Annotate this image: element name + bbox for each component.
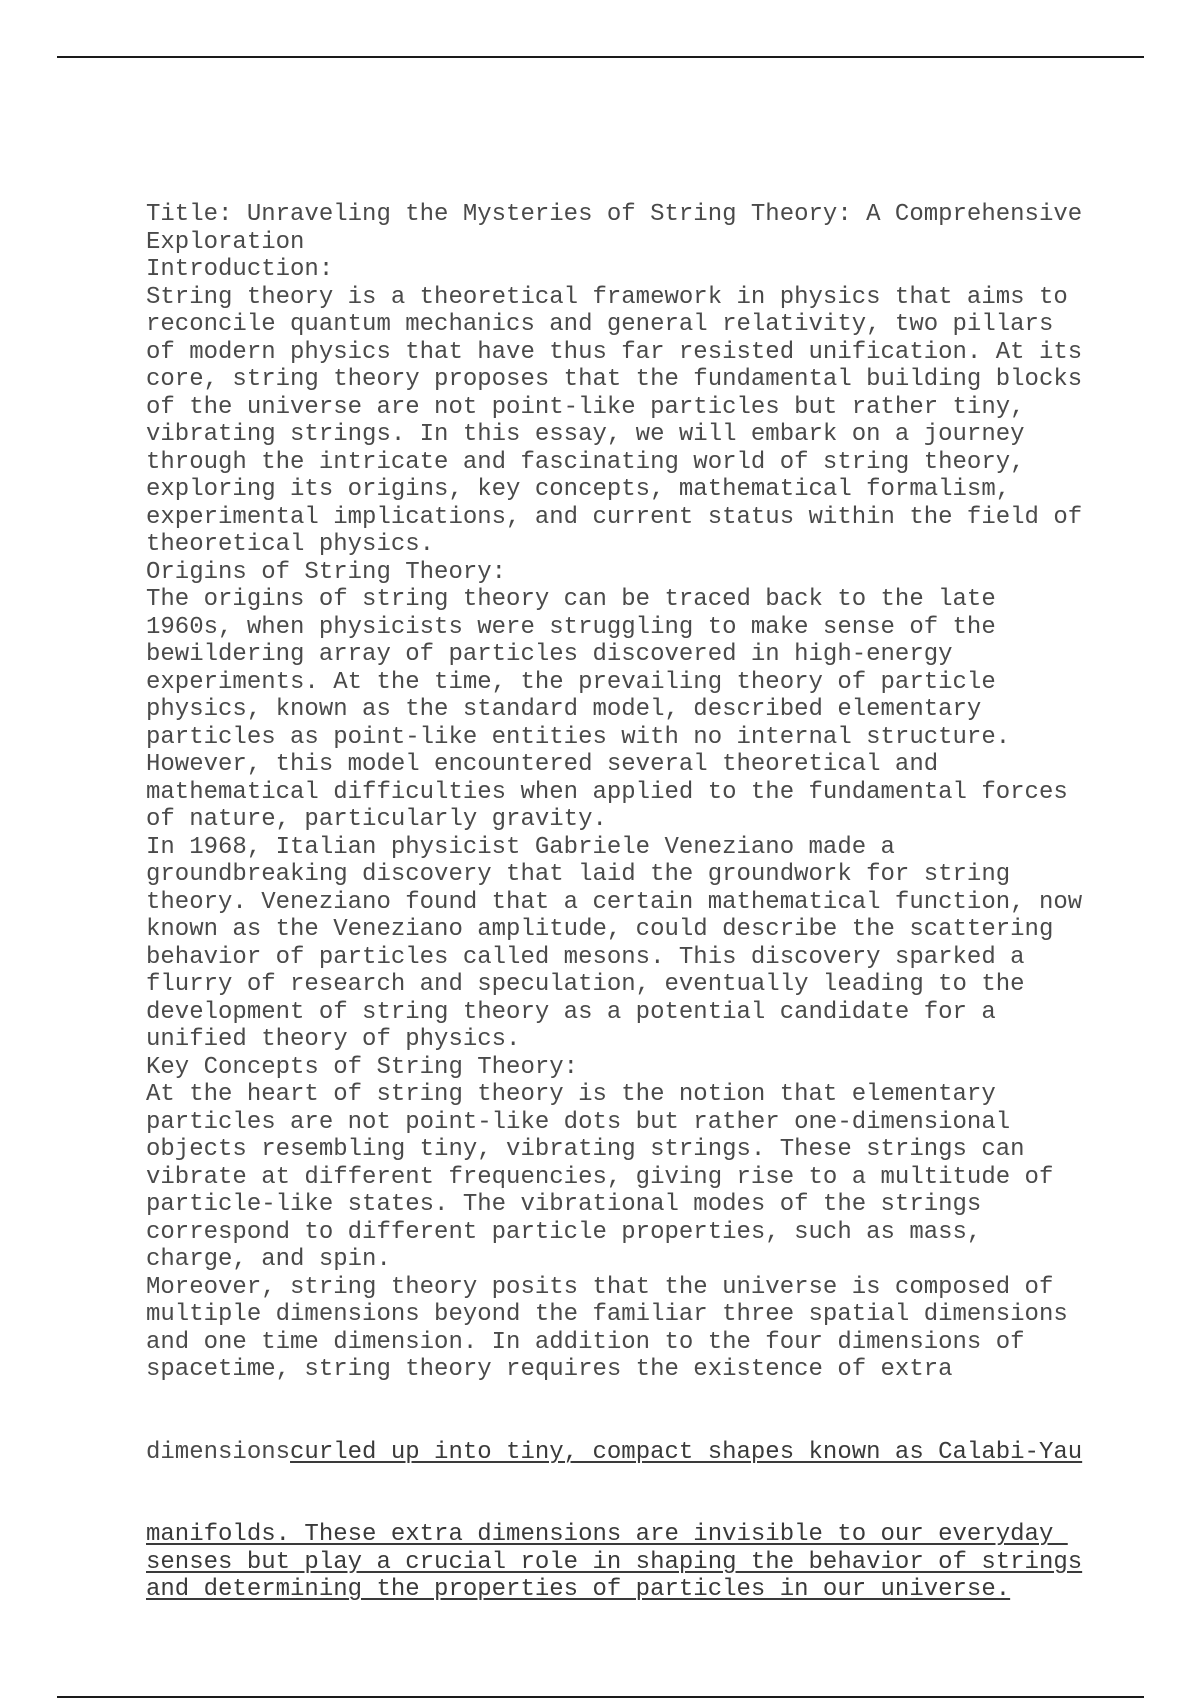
text-line: through the intricate and fascinating world of string theory, xyxy=(146,448,1025,476)
text-line: 1960s, when physicists were struggling to make sense of the xyxy=(146,613,996,641)
header-rule xyxy=(57,56,1144,58)
text-line: reconcile quantum mechanics and general relativity, two pillars xyxy=(146,311,1054,338)
text-line: mathematical difficulties when applied to the fundamental forces xyxy=(146,778,1068,806)
text-line: vibrate at different frequencies, giving rise to a multitude of xyxy=(146,1163,1054,1191)
text-line: exploring its origins, key concepts, mathematical formalism, xyxy=(146,476,1011,503)
footer-rule xyxy=(57,1696,1144,1698)
text-line: However, this model encountered several theoretical and xyxy=(146,751,939,778)
underlined-text: and determining the properties of particles in our universe. xyxy=(146,1576,1011,1603)
text-line: known as the Veneziano amplitude, could describe the scattering xyxy=(146,916,1054,943)
text-line: core, string theory proposes that the fundamental building blocks xyxy=(146,366,1083,393)
text-line: behavior of particles called mesons. This discovery sparked a xyxy=(146,943,1025,971)
underlined-text: manifolds. These extra dimensions are invisible to our everyday xyxy=(146,1521,1068,1548)
text-line: Moreover, string theory posits that the universe is composed of xyxy=(146,1273,1054,1301)
text-line: In 1968, Italian physicist Gabriele Veneziano made a xyxy=(146,833,895,861)
text-line: particle-like states. The vibrational modes of the strings xyxy=(146,1191,982,1218)
underlined-text-line xyxy=(146,1549,1186,1577)
document-body xyxy=(146,146,1186,1631)
text-line: multiple dimensions beyond the familiar three spatial dimensions xyxy=(146,1301,1068,1328)
underlined-text-block xyxy=(146,1521,1186,1604)
text-line: of nature, particularly gravity. xyxy=(146,806,607,833)
text-line: Exploration xyxy=(146,228,305,256)
text-line: spacetime, string theory requires the existence of extra xyxy=(146,1356,953,1383)
text-line: experimental implications, and current status within the field of xyxy=(146,503,1083,531)
text-line: Origins of String Theory: xyxy=(146,558,507,586)
text-line: String theory is a theoretical framework in physics that aims to xyxy=(146,283,1068,311)
text-line: Introduction: xyxy=(146,256,334,283)
text-line: unified theory of physics. xyxy=(146,1026,521,1053)
text-line: theoretical physics. xyxy=(146,531,435,558)
underlined-text: senses but play a crucial role in shaping the behavior of strings xyxy=(146,1548,1083,1576)
text-line: The origins of string theory can be traced back to the late xyxy=(146,586,996,613)
underlined-text-line xyxy=(146,1576,1186,1604)
text-line: development of string theory as a potential candidate for a xyxy=(146,998,996,1026)
text-line: particles as point-like entities with no internal structure. xyxy=(146,723,1011,751)
text-line: experiments. At the time, the prevailing theory of particle xyxy=(146,668,996,696)
text-line: theory. Veneziano found that a certain mathematical function, now xyxy=(146,888,1083,916)
text-line: particles are not point-like dots but rather one-dimensional xyxy=(146,1108,1011,1136)
text-line: At the heart of string theory is the notion that elementary xyxy=(146,1081,996,1108)
text-line: correspond to different particle properties, such as mass, xyxy=(146,1218,982,1246)
text-line: Title: Unraveling the Mysteries of String Theory: A Comprehensive xyxy=(146,201,1083,228)
text-line: of modern physics that have thus far resisted unification. At its xyxy=(146,338,1083,366)
text-line: Key Concepts of String Theory: xyxy=(146,1053,579,1081)
text-line: vibrating strings. In this essay, we will embark on a journey xyxy=(146,421,1025,448)
mixed-line-plain: dimensions xyxy=(146,1438,291,1466)
text-line: charge, and spin. xyxy=(146,1246,391,1273)
text-line: of the universe are not point-like particles but rather tiny, xyxy=(146,393,1025,421)
text-line: groundbreaking discovery that laid the groundwork for string xyxy=(146,861,1011,888)
text-line: physics, known as the standard model, described elementary xyxy=(146,696,982,723)
text-line: flurry of research and speculation, eventually leading to the xyxy=(146,971,1025,998)
mixed-line-underlined: curled up into tiny, compact shapes known as Calabi-Yau xyxy=(290,1438,1083,1466)
text-line: objects resembling tiny, vibrating strings. These strings can xyxy=(146,1136,1025,1163)
plain-text-block xyxy=(146,201,1186,1384)
text-line: bewildering array of particles discovered in high-energy xyxy=(146,641,953,668)
underlined-text-line xyxy=(146,1521,1186,1549)
text-line: and one time dimension. In addition to the four dimensions of xyxy=(146,1328,1025,1356)
mixed-text-line xyxy=(146,1439,1186,1467)
